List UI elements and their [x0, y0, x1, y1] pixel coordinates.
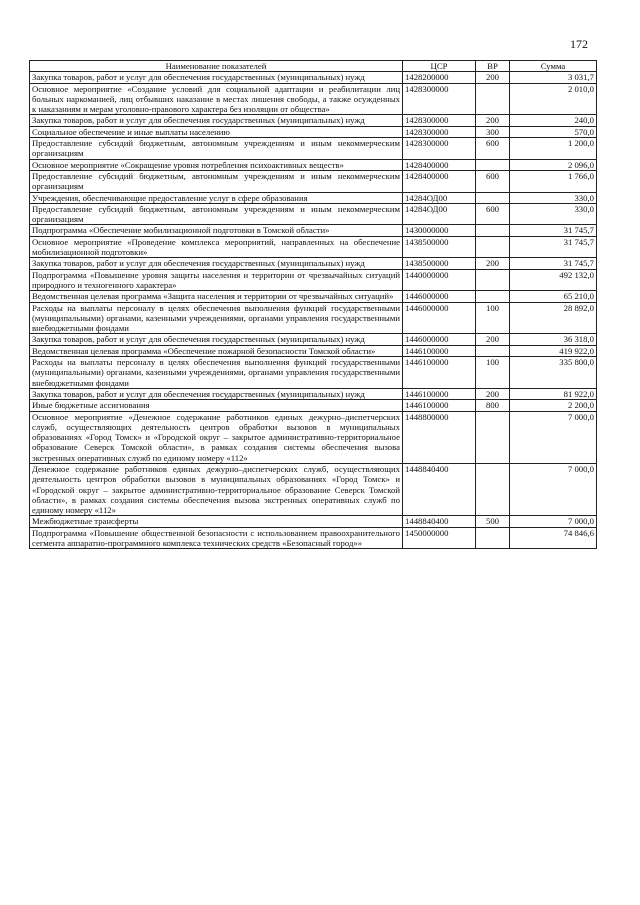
row-sum-cell: 1 200,0	[510, 138, 597, 160]
row-name-cell: Расходы на выплаты персоналу в целях обеспечения выполнения функций государственными (муниципальными) органами, казенными учреждениями, органами управления государственными внебюджетными фондами	[30, 357, 403, 389]
row-vr-cell: 600	[476, 170, 510, 192]
header-vr: ВР	[476, 61, 510, 72]
row-sum-cell: 7 000,0	[510, 516, 597, 527]
row-sum-cell: 36 318,0	[510, 334, 597, 345]
row-vr-cell	[476, 463, 510, 515]
row-vr-cell	[476, 411, 510, 463]
header-sum: Сумма	[510, 61, 597, 72]
row-sum-cell: 2 010,0	[510, 83, 597, 115]
row-name-cell: Предоставление субсидий бюджетным, автономным учреждениям и иным некоммерческим организациям	[30, 203, 403, 225]
row-vr-cell: 100	[476, 302, 510, 334]
budget-table	[29, 60, 597, 549]
row-sum-cell: 570,0	[510, 126, 597, 137]
table-row	[30, 269, 597, 291]
row-name-cell: Закупка товаров, работ и услуг для обеспечения государственных (муниципальных) нужд	[30, 334, 403, 345]
row-csr-cell: 1428400000	[403, 170, 476, 192]
table-row	[30, 72, 597, 83]
table-row	[30, 302, 597, 334]
row-csr-cell: 1448840400	[403, 516, 476, 527]
row-vr-cell	[476, 527, 510, 549]
row-sum-cell: 2 096,0	[510, 159, 597, 170]
row-sum-cell: 31 745,7	[510, 225, 597, 236]
row-sum-cell: 7 000,0	[510, 463, 597, 515]
table-row	[30, 115, 597, 126]
row-sum-cell: 3 031,7	[510, 72, 597, 83]
row-csr-cell: 1428300000	[403, 138, 476, 160]
row-sum-cell: 335 800,0	[510, 357, 597, 389]
row-csr-cell: 14284ОД00	[403, 203, 476, 225]
row-vr-cell	[476, 236, 510, 258]
table-header	[30, 61, 597, 72]
row-vr-cell: 800	[476, 400, 510, 411]
table-row	[30, 516, 597, 527]
row-name-cell: Основное мероприятие «Создание условий для социальной адаптации и реабилитации лиц больных наркоманией, лиц отбывших наказание в местах лишения свободы, а также осужденных к наказаниям и мерам уголовно-правового характера без изоляции от общества»	[30, 83, 403, 115]
table-row	[30, 258, 597, 269]
table-row	[30, 83, 597, 115]
row-sum-cell: 330,0	[510, 203, 597, 225]
row-vr-cell: 200	[476, 115, 510, 126]
row-csr-cell: 1438500000	[403, 258, 476, 269]
row-vr-cell: 200	[476, 334, 510, 345]
table-row	[30, 126, 597, 137]
row-name-cell: Ведомственная целевая программа «Защита населения и территории от чрезвычайных ситуаций»	[30, 291, 403, 302]
table-row	[30, 138, 597, 160]
row-name-cell: Денежное содержание работников единых дежурно–диспетчерских служб, осуществляющих деятельность центров обработки вызовов в муниципальных образованиях «Город Томск» и «Городской округ – закрытое административно-территориальное образование Северск Томской области», в рамках создания системы обеспечения вызова экстренных оперативных служб по единому номеру «112»	[30, 463, 403, 515]
row-csr-cell: 1428300000	[403, 126, 476, 137]
row-name-cell: Социальное обеспечение и иные выплаты населению	[30, 126, 403, 137]
table-row	[30, 170, 597, 192]
row-name-cell: Учреждения, обеспечивающие предоставление услуг в сфере образования	[30, 192, 403, 203]
table-row	[30, 159, 597, 170]
row-csr-cell: 1446100000	[403, 357, 476, 389]
table-row	[30, 463, 597, 515]
row-vr-cell	[476, 83, 510, 115]
table-row	[30, 192, 597, 203]
row-csr-cell: 1448800000	[403, 411, 476, 463]
row-name-cell: Предоставление субсидий бюджетным, автономным учреждениям и иным некоммерческим организациям	[30, 170, 403, 192]
row-name-cell: Подпрограмма «Повышение общественной безопасности с использованием правоохранительного сегмента аппаратно-программного комплекса технических средств «Безопасный город»»	[30, 527, 403, 549]
row-name-cell: Ведомственная целевая программа «Обеспечение пожарной безопасности Томской области»	[30, 345, 403, 356]
row-csr-cell: 1428200000	[403, 72, 476, 83]
table-row	[30, 334, 597, 345]
row-sum-cell: 7 000,0	[510, 411, 597, 463]
row-sum-cell: 330,0	[510, 192, 597, 203]
row-sum-cell: 2 200,0	[510, 400, 597, 411]
table-row	[30, 400, 597, 411]
row-vr-cell: 200	[476, 388, 510, 399]
row-csr-cell: 1446100000	[403, 388, 476, 399]
row-name-cell: Подпрограмма «Повышение уровня защиты населения и территории от чрезвычайных ситуаций природного и техногенного характера»	[30, 269, 403, 291]
table-row	[30, 345, 597, 356]
row-sum-cell: 28 892,0	[510, 302, 597, 334]
row-csr-cell: 1446100000	[403, 400, 476, 411]
row-csr-cell: 1428400000	[403, 159, 476, 170]
row-name-cell: Иные бюджетные ассигнования	[30, 400, 403, 411]
row-csr-cell: 1440000000	[403, 269, 476, 291]
row-csr-cell: 1446000000	[403, 334, 476, 345]
table-row	[30, 411, 597, 463]
table-row	[30, 291, 597, 302]
row-vr-cell	[476, 159, 510, 170]
row-vr-cell	[476, 269, 510, 291]
table-row	[30, 527, 597, 549]
row-name-cell: Межбюджетные трансферты	[30, 516, 403, 527]
row-vr-cell	[476, 345, 510, 356]
row-name-cell: Основное мероприятие «Сокращение уровня потребления психоактивных веществ»	[30, 159, 403, 170]
row-sum-cell: 31 745,7	[510, 236, 597, 258]
table-row	[30, 388, 597, 399]
table-row	[30, 203, 597, 225]
row-name-cell: Расходы на выплаты персоналу в целях обеспечения выполнения функций государственными (муниципальными) органами, казенными учреждениями, органами управления государственными внебюджетными фондами	[30, 302, 403, 334]
row-sum-cell: 419 922,0	[510, 345, 597, 356]
row-sum-cell: 81 922,0	[510, 388, 597, 399]
row-name-cell: Предоставление субсидий бюджетным, автономным учреждениям и иным некоммерческим организациям	[30, 138, 403, 160]
table-row	[30, 236, 597, 258]
row-vr-cell	[476, 225, 510, 236]
header-name: Наименование показателей	[30, 61, 403, 72]
header-row	[30, 61, 597, 72]
row-name-cell: Закупка товаров, работ и услуг для обеспечения государственных (муниципальных) нужд	[30, 388, 403, 399]
row-name-cell: Закупка товаров, работ и услуг для обеспечения государственных (муниципальных) нужд	[30, 258, 403, 269]
row-vr-cell: 200	[476, 258, 510, 269]
row-csr-cell: 1438500000	[403, 236, 476, 258]
row-name-cell: Основное мероприятие «Денежное содержание работников единых дежурно–диспетчерских служб, осуществляющих деятельность центров обработки вызовов в муниципальных образованиях «Город Томск» и «Городской округ – закрытое административно-территориальное образование Северск Томской области», в рамках создания системы обеспечения вызова экстренных оперативных служб по единому номеру «112»	[30, 411, 403, 463]
table-row	[30, 357, 597, 389]
row-sum-cell: 65 210,0	[510, 291, 597, 302]
row-csr-cell: 14284ОД00	[403, 192, 476, 203]
row-csr-cell: 1430000000	[403, 225, 476, 236]
row-vr-cell: 600	[476, 203, 510, 225]
page-number: 172	[570, 37, 588, 51]
table-row	[30, 225, 597, 236]
row-vr-cell: 100	[476, 357, 510, 389]
row-name-cell: Подпрограмма «Обеспечение мобилизационной подготовки в Томской области»	[30, 225, 403, 236]
row-csr-cell: 1428300000	[403, 83, 476, 115]
row-sum-cell: 240,0	[510, 115, 597, 126]
row-vr-cell: 300	[476, 126, 510, 137]
row-vr-cell: 600	[476, 138, 510, 160]
row-vr-cell: 200	[476, 72, 510, 83]
table-body	[30, 72, 597, 549]
row-csr-cell: 1448840400	[403, 463, 476, 515]
row-csr-cell: 1450000000	[403, 527, 476, 549]
row-vr-cell: 500	[476, 516, 510, 527]
row-name-cell: Закупка товаров, работ и услуг для обеспечения государственных (муниципальных) нужд	[30, 115, 403, 126]
row-sum-cell: 31 745,7	[510, 258, 597, 269]
row-sum-cell: 74 846,6	[510, 527, 597, 549]
row-name-cell: Основное мероприятие «Проведение комплекса мероприятий, направленных на обеспечение мобилизационной подготовки»	[30, 236, 403, 258]
row-vr-cell	[476, 192, 510, 203]
row-csr-cell: 1446000000	[403, 302, 476, 334]
row-vr-cell	[476, 291, 510, 302]
row-csr-cell: 1446100000	[403, 345, 476, 356]
row-name-cell: Закупка товаров, работ и услуг для обеспечения государственных (муниципальных) нужд	[30, 72, 403, 83]
row-csr-cell: 1446000000	[403, 291, 476, 302]
header-csr: ЦСР	[403, 61, 476, 72]
row-sum-cell: 492 132,0	[510, 269, 597, 291]
row-sum-cell: 1 766,0	[510, 170, 597, 192]
row-csr-cell: 1428300000	[403, 115, 476, 126]
